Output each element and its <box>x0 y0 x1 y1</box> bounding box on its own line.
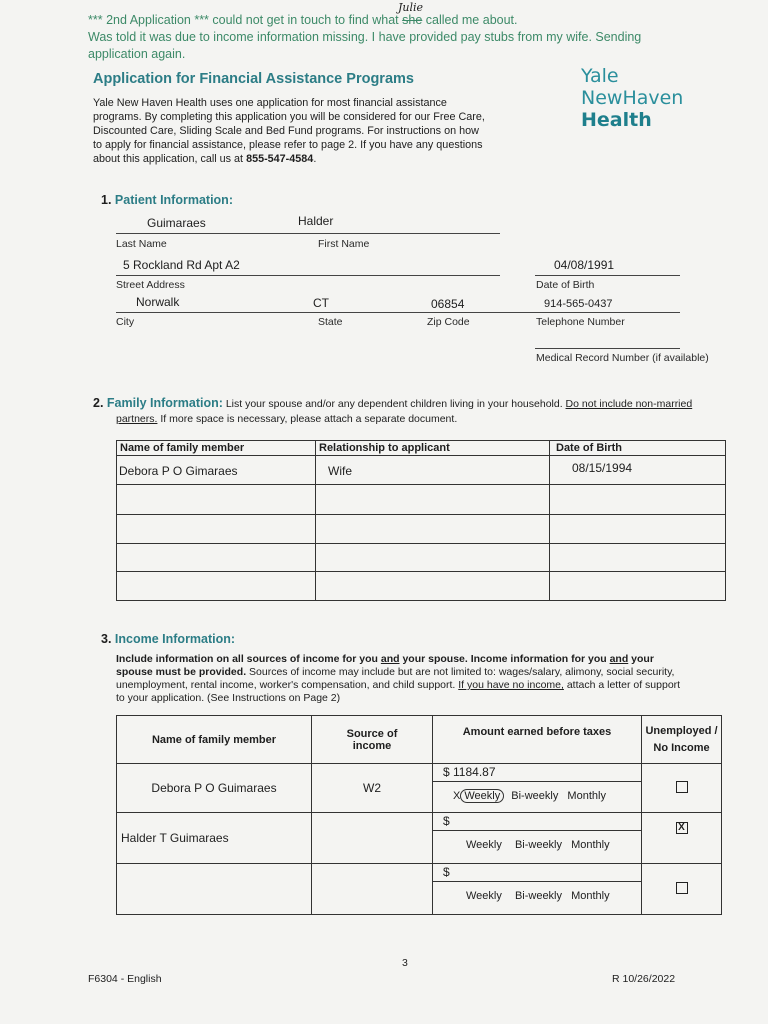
income-section-desc <box>116 653 736 705</box>
header-note-line3: application again. <box>88 47 186 61</box>
zip-code-label: Zip Code <box>427 316 470 328</box>
income-desc: Include information on all sources of income for you <box>116 653 381 665</box>
revision-date: R 10/26/2022 <box>612 973 676 985</box>
table-row <box>117 515 726 544</box>
struck-word: she <box>402 13 423 27</box>
income-member-name[interactable]: Halder T Guimaraes <box>117 813 312 864</box>
intro-line: programs. By completing this application you will be considered for our Free Care, <box>93 111 485 123</box>
income-member-name[interactable]: Debora P O Guimaraes <box>117 764 312 813</box>
section-number: 1. <box>101 193 112 207</box>
first-name-label: First Name <box>318 238 370 250</box>
unemployed-cell <box>642 813 722 864</box>
street-address-label: Street Address <box>116 279 185 291</box>
family-member-dob[interactable] <box>550 544 726 572</box>
intro-text: . <box>313 153 317 165</box>
frequency-monthly[interactable]: Monthly <box>571 890 610 902</box>
income-col-unemployed-line1: Unemployed / <box>645 725 718 737</box>
income-source[interactable] <box>312 864 433 915</box>
state-label: State <box>318 316 343 328</box>
form-id: F6304 - English <box>88 973 162 985</box>
income-table-header <box>117 716 722 764</box>
first-name-value[interactable]: Halder <box>298 214 334 228</box>
frequency-monthly[interactable]: Monthly <box>567 790 606 802</box>
city-underline <box>116 312 680 313</box>
family-member-name[interactable] <box>117 544 316 572</box>
unemployed-cell <box>642 764 722 813</box>
intro-paragraph <box>93 96 563 166</box>
unemployed-checkbox[interactable]: X <box>676 822 688 834</box>
intro-line: to apply for financial assistance, please refer to page 2. If you have any questions <box>93 139 483 151</box>
family-member-relationship[interactable] <box>316 485 550 515</box>
income-section-heading <box>101 632 235 646</box>
family-member-relationship[interactable] <box>316 544 550 572</box>
income-amount[interactable]: $ <box>433 864 641 882</box>
intro-line: Discounted Care, Sliding Scale and Bed Fund programs. For instructions on how <box>93 125 479 137</box>
intro-line: Yale New Haven Health uses one application for most financial assistance <box>93 97 447 109</box>
section-number: 3. <box>101 632 112 646</box>
last-name-value[interactable]: Guimaraes <box>147 216 206 230</box>
logo-line2: NewHaven <box>581 87 684 109</box>
income-desc: Sources of income may include but are not limited to: wages/salary, alimony, social security, <box>246 666 675 678</box>
family-member-dob[interactable] <box>550 485 726 515</box>
income-amount-cell <box>433 813 642 864</box>
frequency-biweekly[interactable]: Bi-weekly <box>514 839 563 851</box>
frequency-x-mark: X <box>453 790 461 802</box>
unemployed-cell <box>642 864 722 915</box>
city-value[interactable]: Norwalk <box>136 295 180 309</box>
family-member-dob[interactable]: 08/15/1994 <box>550 456 726 485</box>
table-row <box>117 764 722 813</box>
frequency-biweekly[interactable]: Bi-weekly <box>511 790 559 802</box>
zip-code-value[interactable]: 06854 <box>431 297 465 311</box>
income-desc: unemployment, rental income, worker's compensation, and child support. <box>116 679 459 691</box>
street-underline <box>116 275 500 276</box>
pay-frequency <box>433 882 641 902</box>
state-value[interactable]: CT <box>313 296 329 310</box>
frequency-weekly[interactable]: Weekly <box>466 890 502 902</box>
income-desc-underlined: and <box>609 653 629 665</box>
family-member-relationship[interactable] <box>316 572 550 601</box>
family-member-dob[interactable] <box>550 572 726 601</box>
income-amount-cell <box>433 864 642 915</box>
table-row <box>117 544 726 572</box>
family-desc-underlined: Do not include non-married <box>565 398 693 410</box>
income-desc: to your application. (See Instructions on Page 2) <box>116 692 341 704</box>
family-col-relationship: Relationship to applicant <box>316 441 550 456</box>
telephone-value[interactable]: 914-565-0437 <box>544 298 613 310</box>
last-name-label: Last Name <box>116 238 167 250</box>
frequency-monthly[interactable]: Monthly <box>571 839 610 851</box>
family-table-header <box>117 441 726 456</box>
table-row <box>117 456 726 485</box>
family-table <box>116 440 726 601</box>
income-col-name: Name of family member <box>117 716 312 764</box>
income-table <box>116 715 722 915</box>
date-of-birth-value[interactable]: 04/08/1991 <box>554 258 615 272</box>
unemployed-checkbox[interactable] <box>676 882 688 894</box>
income-col-source <box>312 716 433 764</box>
intro-text: about this application, call us at <box>93 153 247 165</box>
family-desc: List your spouse and/or any dependent children living in your household. <box>222 398 566 410</box>
income-desc-underlined: and <box>380 653 400 665</box>
note-text: called me about. <box>425 13 518 27</box>
income-col-amount: Amount earned before taxes <box>433 716 642 764</box>
street-address-value[interactable]: 5 Rockland Rd Apt A2 <box>123 258 240 272</box>
income-col-unemployed-line2: No Income <box>653 742 710 754</box>
pay-frequency <box>433 782 641 802</box>
dob-underline <box>535 275 680 276</box>
frequency-biweekly[interactable]: Bi-weekly <box>514 890 563 902</box>
income-col-source-line1: Source of <box>346 727 398 740</box>
family-desc-underlined: partners. <box>116 413 158 425</box>
family-member-name[interactable] <box>117 485 316 515</box>
income-desc-underlined: If you have no income, <box>458 679 564 691</box>
table-row <box>117 572 726 601</box>
income-amount-cell <box>433 764 642 813</box>
family-col-dob: Date of Birth <box>550 441 726 456</box>
pay-frequency <box>433 831 641 851</box>
income-amount[interactable]: $ <box>433 813 641 831</box>
date-of-birth-label: Date of Birth <box>536 279 595 291</box>
section-title: Family Information: <box>106 396 223 410</box>
unemployed-checkbox[interactable] <box>676 781 688 793</box>
mrn-underline <box>535 348 680 349</box>
intro-line <box>93 152 563 166</box>
income-desc: your spouse. Income information for you <box>399 653 610 665</box>
logo-line1: Yale <box>581 65 619 87</box>
section-number: 2. <box>93 396 104 410</box>
header-note <box>88 12 738 63</box>
family-desc: If more space is necessary, please attach a separate document. <box>157 413 458 425</box>
income-desc: spouse must be provided. <box>116 666 247 678</box>
family-section-intro <box>93 396 753 427</box>
medical-record-number-label: Medical Record Number (if available) <box>536 352 709 364</box>
handwritten-name: Julie <box>398 1 424 14</box>
income-source[interactable]: W2 <box>312 764 433 813</box>
note-text: *** 2nd Application *** could not get in touch to find what <box>88 13 399 27</box>
income-desc: attach a letter of support <box>563 679 681 691</box>
frequency-weekly[interactable]: Weekly <box>466 839 502 851</box>
table-row <box>117 485 726 515</box>
income-member-name[interactable] <box>117 864 312 915</box>
patient-section-heading <box>101 193 233 207</box>
header-note-line1 <box>88 12 738 29</box>
family-member-relationship[interactable]: Wife <box>316 456 550 485</box>
income-source[interactable] <box>312 813 433 864</box>
table-row <box>117 864 722 915</box>
family-member-name[interactable] <box>117 572 316 601</box>
section-title: Income Information: <box>114 632 236 646</box>
income-col-unemployed <box>642 716 722 764</box>
family-member-relationship[interactable] <box>316 515 550 544</box>
logo-line3: Health <box>581 109 652 131</box>
form-title: Application for Financial Assistance Programs <box>93 71 414 87</box>
telephone-label: Telephone Number <box>536 316 625 328</box>
frequency-weekly[interactable]: Weekly <box>460 789 504 803</box>
yale-new-haven-health-logo <box>581 65 683 131</box>
family-col-name: Name of family member <box>117 441 316 456</box>
income-desc: your <box>628 653 654 665</box>
section-title: Patient Information: <box>114 193 233 207</box>
header-note-line2: Was told it was due to income information missing. I have provided pay stubs from my wife. Sending <box>88 30 642 44</box>
income-amount[interactable]: $ 1184.87 <box>433 764 641 782</box>
income-col-source-line2: income <box>352 739 392 752</box>
family-member-name[interactable]: Debora P O Gimaraes <box>117 456 316 485</box>
table-row <box>117 813 722 864</box>
name-underline <box>116 233 500 234</box>
family-member-name[interactable] <box>117 515 316 544</box>
family-member-dob[interactable] <box>550 515 726 544</box>
city-label: City <box>116 316 135 328</box>
contact-phone: 855-547-4584 <box>246 153 314 165</box>
page-number: 3 <box>402 957 408 969</box>
